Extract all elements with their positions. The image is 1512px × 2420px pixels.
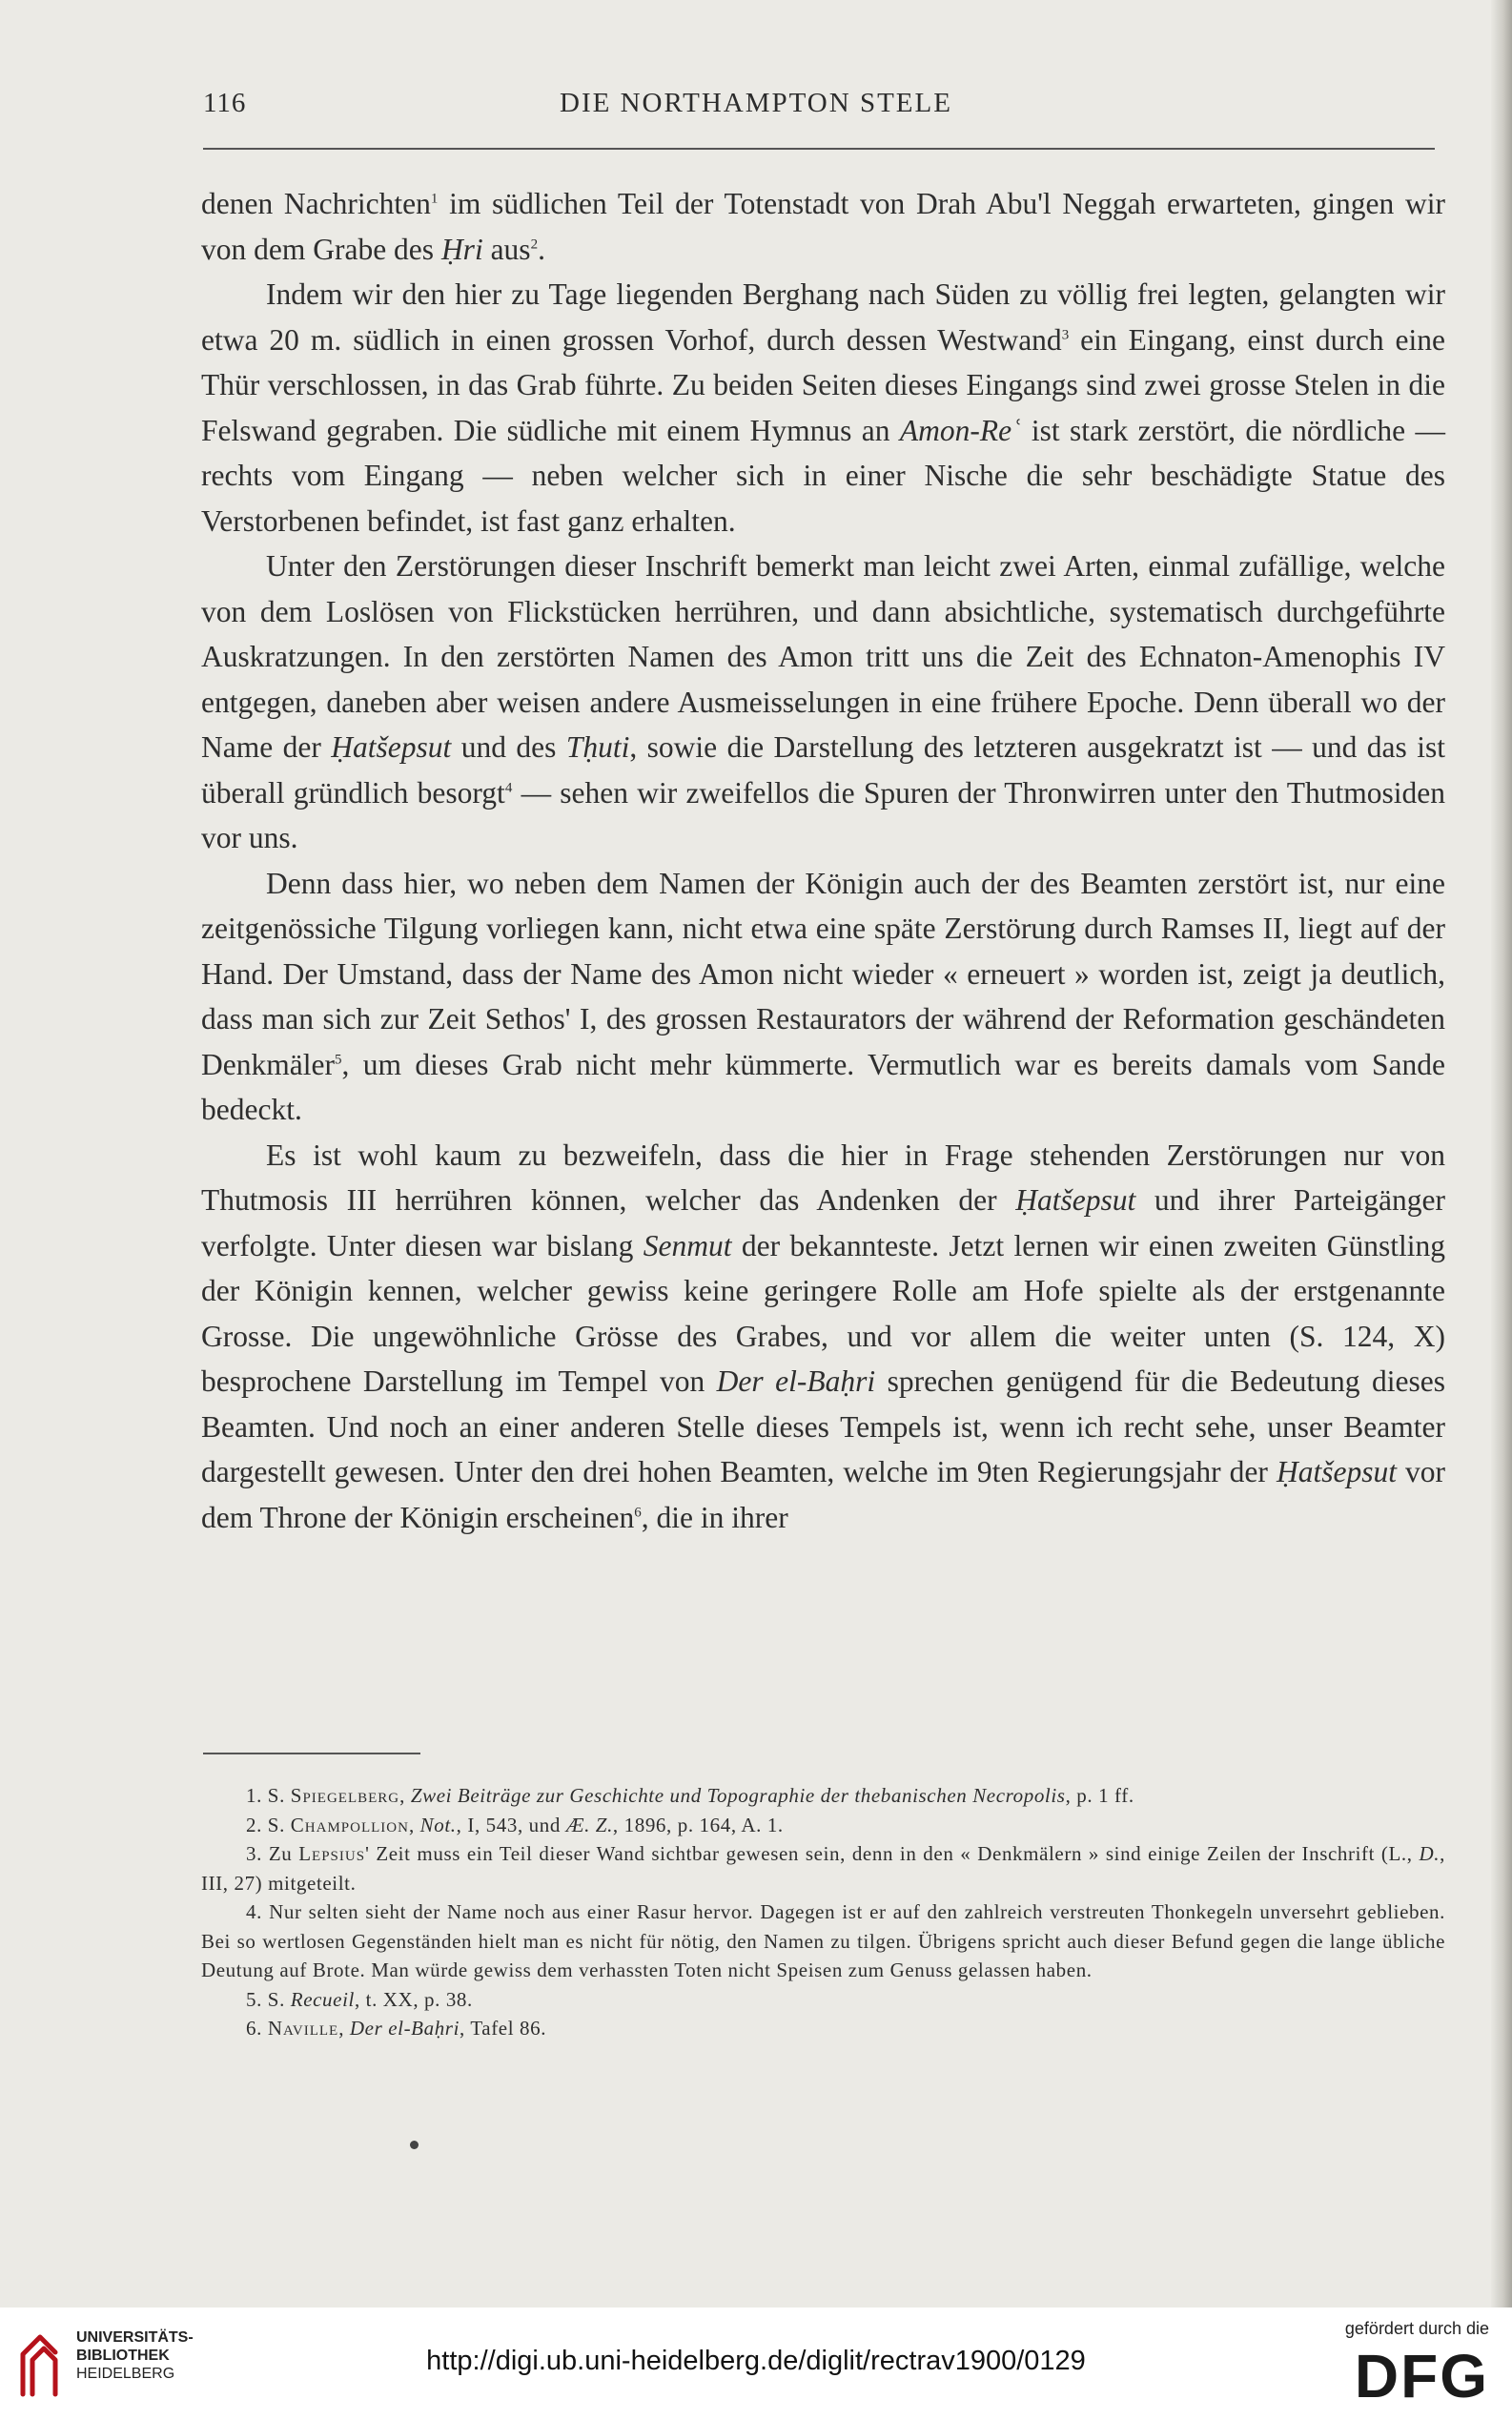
running-title: DIE NORTHAMPTON STELE	[560, 88, 952, 118]
footnote-1: 1. S. Spiegelberg, Zwei Beiträge zur Geschichte und Topographie der thebanischen Necropolis, p. 1 ff.	[246, 1784, 1134, 1807]
dfg-logo: DFG	[1354, 2342, 1489, 2410]
footnote-3: 3. Zu Lepsius' Zeit muss ein Teil dieser Wand sichtbar gewesen sein, denn in den « Denkmälern » sind einige Zeilen der Inschrift (L., D., III, 27) mitgeteilt.	[201, 1842, 1445, 1895]
page-number: 116	[203, 88, 247, 118]
footnote-ref-5: 5	[334, 1052, 342, 1067]
footer-bar	[0, 2307, 1512, 2420]
header-rule	[203, 148, 1435, 150]
paragraph-5: Es ist wohl kaum zu bezweifeln, dass die hier in Frage stehenden Zerstörungen nur von Thutmosis III herrühren können, welcher das Andenken der Ḥatšepsut und ihrer Parteigänger verfolgte. Unter diesen war bislang Senmut der bekannteste. Jetzt lernen wir einen zweiten Günstling der Königin kennen, welcher gewiss keine geringere Rolle am Hofe spielte als der erstgenannte Grosse. Die ungewöhnliche Grösse des Grabes, und vor allem die weiter unten (S. 124, X) besprochene Darstellung im Tempel von Der el-Baḥri sprechen genügend für die Bedeutung dieses Beamten. Und noch an einer anderen Stelle dieses Tempels ist, wenn ich recht sehe, unser Beamter dargestellt gewesen. Unter den drei hohen Beamten, welche im 9ten Regierungsjahr der Ḥatšepsut vor dem Throne der Königin erscheinen$^6$, die in ihrer	[201, 1138, 1446, 1534]
footnote-ref-4: 4	[504, 780, 513, 795]
scan-edge-shadow	[1491, 0, 1512, 2307]
ink-speck	[410, 2141, 419, 2149]
footnote-ref-3: 3	[1061, 327, 1070, 342]
footnote-ref-6: 6	[634, 1505, 642, 1520]
footnote-ref-1: 1	[430, 191, 439, 207]
main-text	[201, 181, 1445, 1540]
footnote-2: 2. S. Champollion, Not., I, 543, und Æ. Z., 1896, p. 164, A. 1.	[246, 1813, 784, 1836]
footnote-ref-2: 2	[530, 236, 539, 252]
paragraph-2: Indem wir den hier zu Tage liegenden Berghang nach Süden zu völlig frei legten, gelangten wir etwa 20 m. südlich in einen grossen Vorhof, durch dessen Westwand$^3$ ein Eingang, einst durch eine Thür verschlossen, in das Grab führte. Zu beiden Seiten dieses Eingangs sind zwei grosse Stelen in die Felswand gegraben. Die südliche mit einem Hymnus an Amon-Reʿ ist stark zerstört, die nördliche — rechts vom Eingang — neben welcher sich in einer Nische die sehr beschädigte Statue des Verstorbenen befindet, ist fast ganz erhalten.	[201, 277, 1446, 538]
paragraph-1: denen Nachrichten$^1$ im südlichen Teil der Totenstadt von Drah Abu'l Neggah erwarteten, gingen wir von dem Grabe des Ḥri aus$^2$.	[201, 187, 1445, 266]
footnote-5: 5. S. Recueil, t. XX, p. 38.	[246, 1987, 473, 2011]
footnotes	[201, 1781, 1445, 2043]
paragraph-4: Denn dass hier, wo neben dem Namen der Königin auch der des Beamten zerstört ist, nur eine zeitgenössiche Tilgung vorliegen kann, nicht etwa eine späte Zerstörung durch Ramses II, liegt auf der Hand. Der Umstand, dass der Name des Amon nicht wieder « erneuert » worden ist, zeigt ja deutlich, dass man sich zur Zeit Sethos' I, des grossen Restaurators der während der Reformation geschändeten Denkmäler$^5$, um dieses Grab nicht mehr kümmerte. Vermutlich war es bereits damals vom Sande bedeckt.	[201, 866, 1445, 1126]
funding-label: gefördert durch die	[1344, 2319, 1489, 2338]
library-name: UNIVERSITÄTS- BIBLIOTHEK HEIDELBERG	[76, 2329, 194, 2382]
footnote-6: 6. Naville, Der el-Baḥri, Tafel 86.	[246, 2017, 547, 2040]
footnote-4: 4. Nur selten sieht der Name noch aus einer Rasur hervor. Dagegen ist er auf den zahlreich verstreuten Thonkegeln unversehrt geblieben. Bei so wertlosen Gegenständen hielt man es nicht für nötig, den Namen zu tilgen. Übrigens spricht auch dieser Befund gegen die lange übliche Deutung auf Brote. Man würde gewiss dem verhassten Toten nicht Speisen zum Genuss gelassen haben.	[201, 1900, 1445, 1981]
paragraph-3: Unter den Zerstörungen dieser Inschrift bemerkt man leicht zwei Arten, einmal zufällige, welche von dem Loslösen von Flickstücken herrühren, und dann absichtliche, systematisch durchgeführte Auskratzungen. In den zerstörten Namen des Amon tritt uns die Zeit des Echnaton-Amenophis IV entgegen, daneben aber weisen andere Ausmeisselungen in eine frühere Epoche. Denn überall wo der Name der Ḥatšepsut und des Tḥuti, sowie die Darstellung des letzteren ausgekratzt ist — und das ist überall gründlich besorgt$^4$ — sehen wir zweifellos die Spuren der Thronwirren unter den Thutmosiden vor uns.	[201, 549, 1446, 854]
footnote-rule	[203, 1753, 420, 1754]
permalink-url[interactable]: http://digi.ub.uni-heidelberg.de/diglit/rectrav1900/0129	[426, 2346, 1086, 2376]
